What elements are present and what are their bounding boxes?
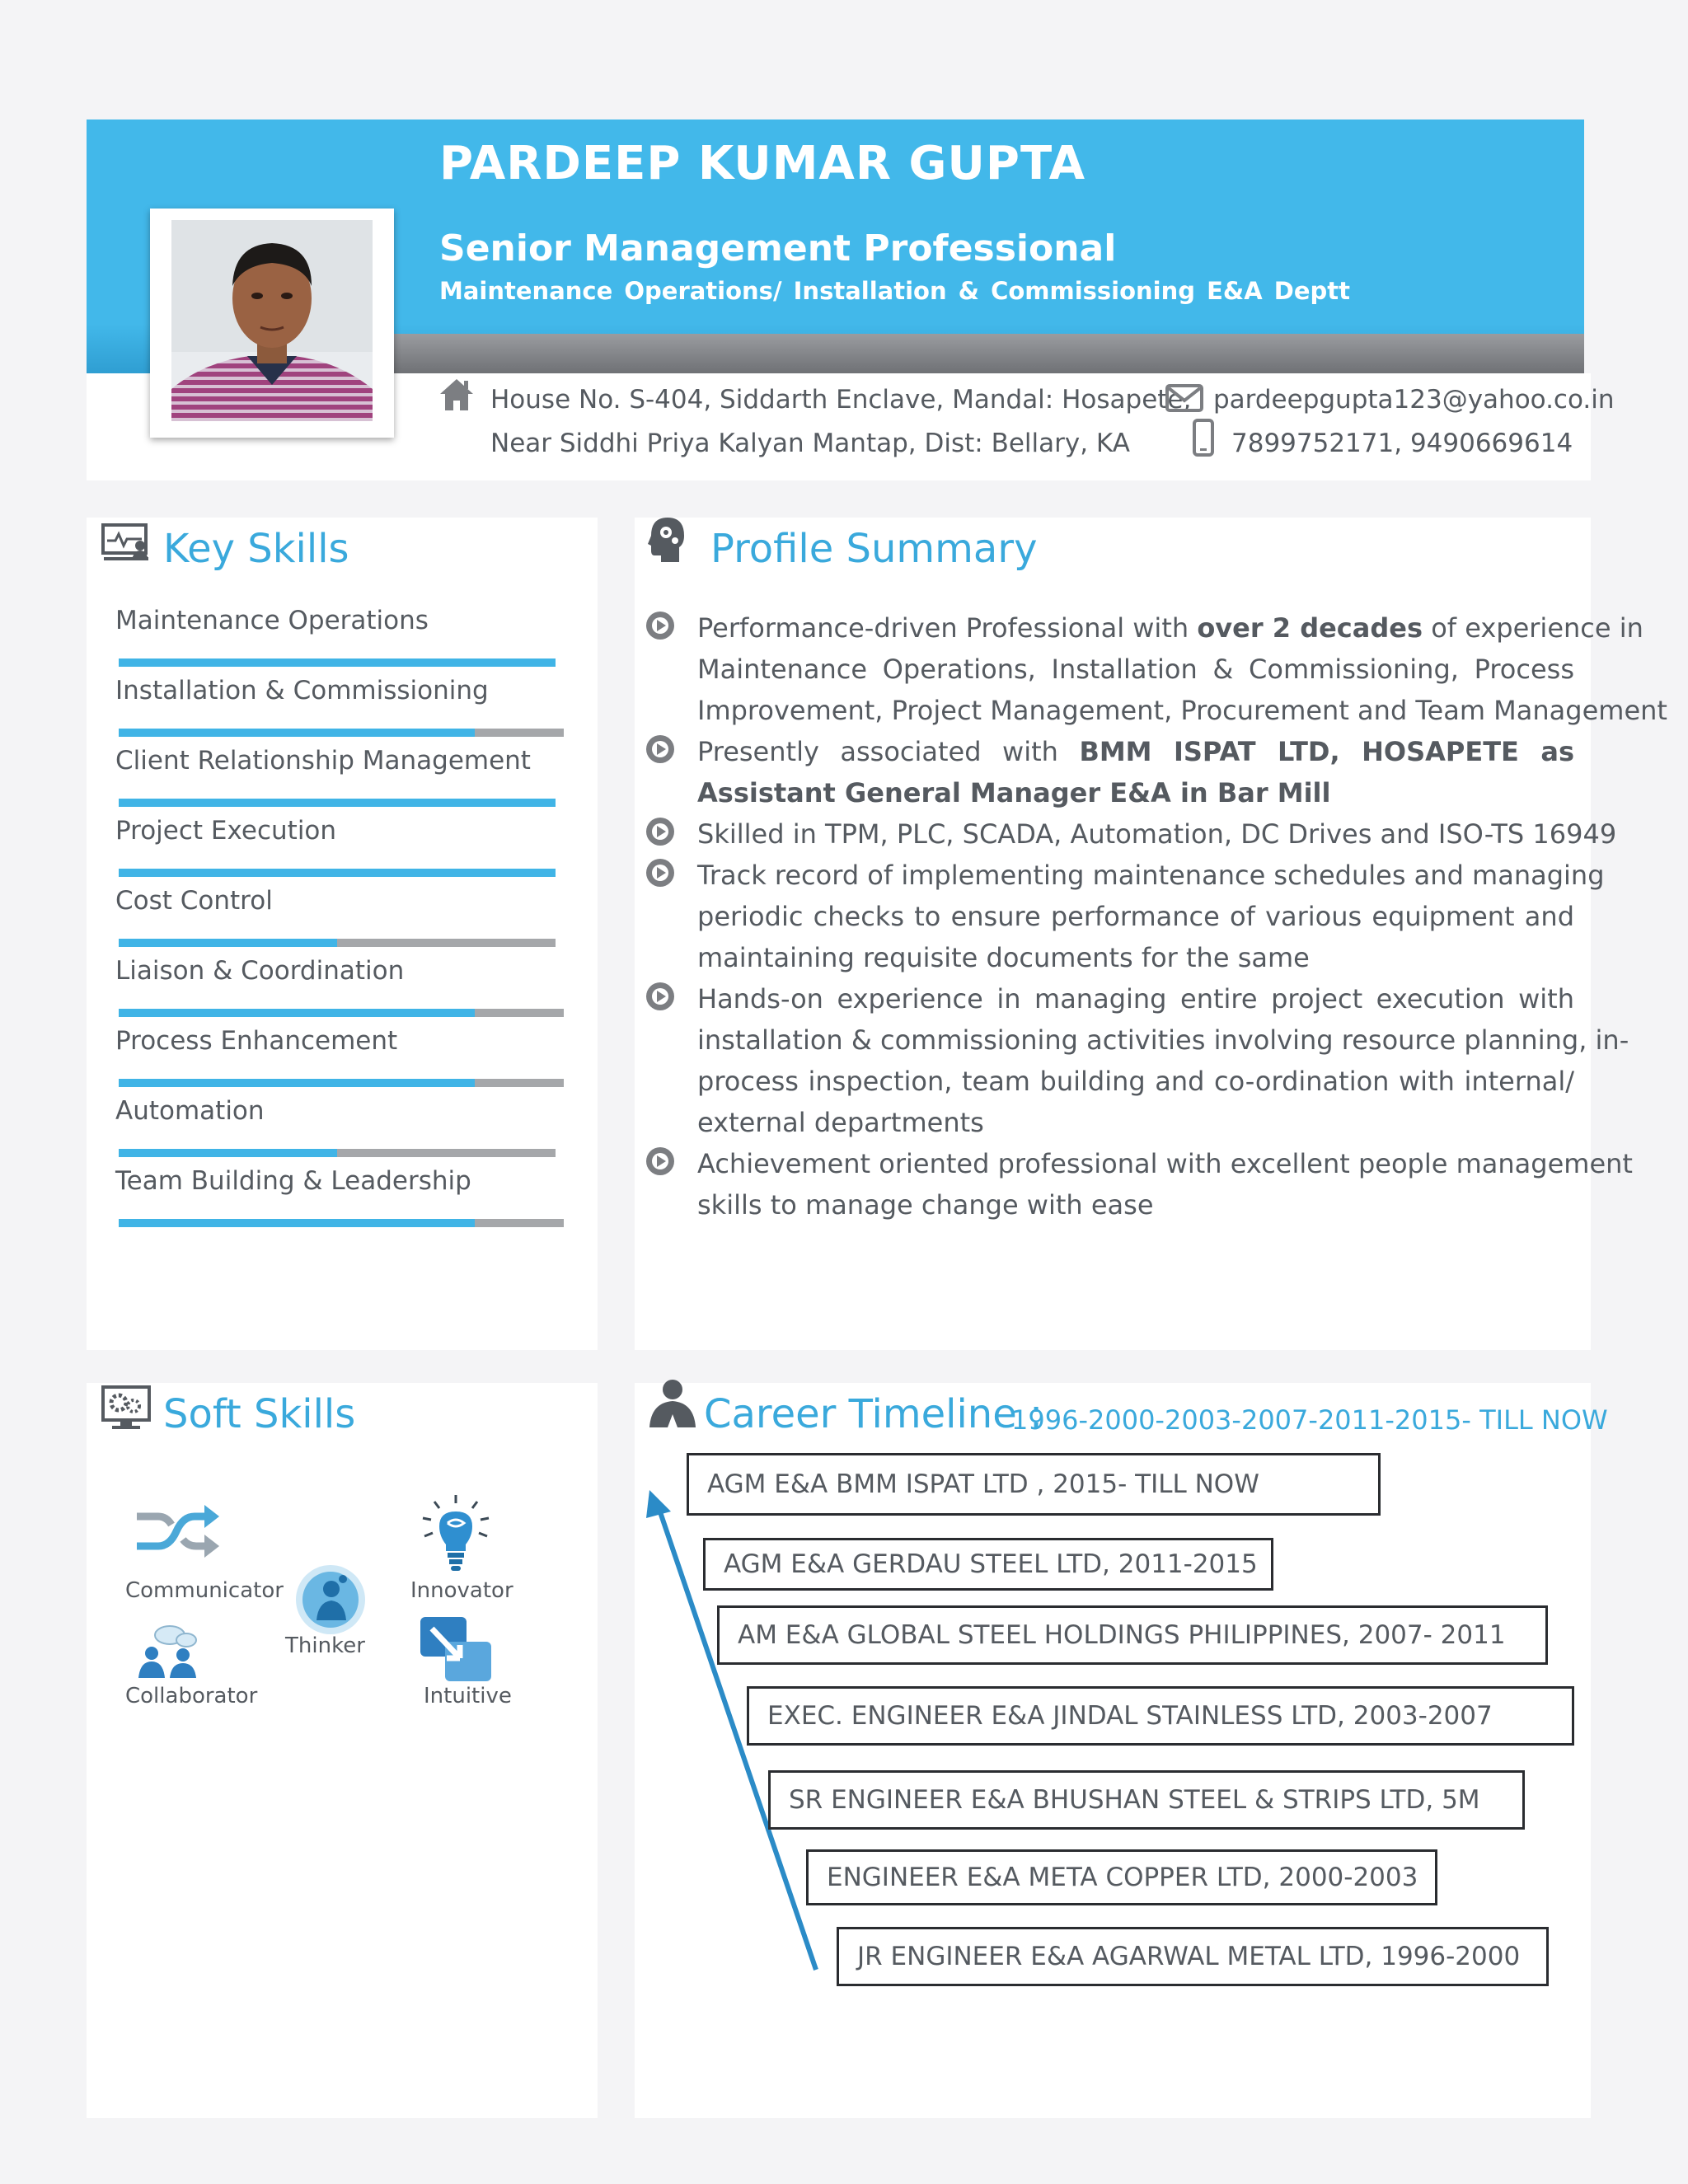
home-icon xyxy=(437,376,476,412)
candidate-title: Senior Management Professional xyxy=(439,227,1117,269)
key-skill-label: Client Relationship Management xyxy=(115,746,531,776)
collaborator-icon xyxy=(132,1624,208,1678)
key-skill-bar xyxy=(119,799,556,807)
monitor-user-icon xyxy=(101,523,152,562)
career-role-box: ENGINEER E&A META COPPER LTD, 2000-2003 xyxy=(806,1849,1437,1905)
header-grey-bar xyxy=(394,334,1584,373)
profile-summary-title: Profile Summary xyxy=(710,526,1038,572)
summary-text: process inspection, team building and co-ordination with internal/ xyxy=(697,1066,1574,1097)
key-skill-label: Liaison & Coordination xyxy=(115,956,405,986)
summary-text: Hands-on experience in managing entire project execution with xyxy=(697,983,1574,1015)
bullet-icon xyxy=(646,818,674,846)
profile-photo xyxy=(150,209,394,438)
summary-text: skills to manage change with ease xyxy=(697,1189,1154,1221)
summary-text: external departments xyxy=(697,1107,984,1138)
key-skill-bar-fill xyxy=(119,799,556,807)
key-skill-label: Maintenance Operations xyxy=(115,606,429,635)
summary-text: Performance-driven Professional with over 2 decades of experience in xyxy=(697,612,1643,644)
key-skill-label: Project Execution xyxy=(115,816,337,846)
summary-text: Track record of implementing maintenance schedules and managing xyxy=(697,860,1605,891)
career-role-box: AGM E&A GERDAU STEEL LTD, 2011-2015 xyxy=(703,1538,1273,1591)
key-skill-bar-fill xyxy=(119,1149,337,1157)
bullet-icon xyxy=(646,982,674,1010)
key-skill-bar-fill xyxy=(119,939,337,947)
key-skill-label: Team Building & Leadership xyxy=(115,1166,471,1196)
head-gears-icon xyxy=(648,516,687,564)
career-role-box: AM E&A GLOBAL STEEL HOLDINGS PHILIPPINES, 2007- 2011 xyxy=(717,1605,1548,1665)
key-skill-label: Process Enhancement xyxy=(115,1026,398,1056)
career-timeline-years: 1996-2000-2003-2007-2011-2015- TILL NOW xyxy=(1011,1404,1608,1436)
summary-text: periodic checks to ensure performance of various equipment and xyxy=(697,901,1574,932)
phone-icon xyxy=(1192,419,1215,457)
phone-number: 7899752171, 9490669614 xyxy=(1231,429,1573,458)
lightbulb-icon xyxy=(416,1493,495,1576)
key-skill-bar xyxy=(119,729,564,737)
candidate-subtitle: Maintenance Operations/ Installation & Commissioning E&A Deptt xyxy=(439,277,1350,305)
email-link[interactable]: pardeepgupta123@yahoo.co.in xyxy=(1213,385,1615,415)
key-skill-bar-fill xyxy=(119,1009,475,1017)
address-line-1: House No. S-404, Siddarth Enclave, Mandal: Hosapete, xyxy=(490,385,1192,415)
soft-skill-label: Communicator xyxy=(125,1578,284,1603)
key-skill-bar xyxy=(119,939,556,947)
summary-text: installation & commissioning activities involving resource planning, in- xyxy=(697,1024,1629,1056)
career-title: Career Timeline : xyxy=(704,1391,1043,1437)
key-skill-label: Installation & Commissioning xyxy=(115,676,489,705)
soft-skills-title: Soft Skills xyxy=(163,1391,356,1437)
key-skill-bar xyxy=(119,1079,564,1087)
soft-skill-label: Intuitive xyxy=(424,1684,512,1708)
candidate-name: PARDEEP KUMAR GUPTA xyxy=(439,137,1086,190)
career-role-box: AGM E&A BMM ISPAT LTD , 2015- TILL NOW xyxy=(687,1453,1381,1516)
key-skill-bar-fill xyxy=(119,658,556,667)
summary-text: Maintenance Operations, Installation & Commissioning, Process xyxy=(697,654,1574,685)
key-skill-bar xyxy=(119,1149,556,1157)
soft-skill-label: Collaborator xyxy=(125,1684,258,1708)
summary-text: Achievement oriented professional with excellent people management xyxy=(697,1148,1633,1179)
thinker-icon xyxy=(293,1563,368,1637)
intuitive-arrows-icon xyxy=(417,1614,495,1685)
email-icon xyxy=(1165,384,1203,412)
soft-skill-label: Innovator xyxy=(410,1578,513,1603)
key-skill-label: Cost Control xyxy=(115,886,273,916)
key-skill-bar-fill xyxy=(119,1219,475,1227)
address-line-2: Near Siddhi Priya Kalyan Mantap, Dist: Bellary, KA xyxy=(490,429,1130,458)
key-skill-bar xyxy=(119,1009,564,1017)
career-role-box: EXEC. ENGINEER E&A JINDAL STAINLESS LTD, 2003-2007 xyxy=(747,1686,1574,1746)
summary-text: Assistant General Manager E&A in Bar Mill xyxy=(697,777,1331,808)
shuffle-arrows-icon xyxy=(134,1502,223,1563)
key-skill-label: Automation xyxy=(115,1096,265,1126)
key-skill-bar-fill xyxy=(119,869,556,877)
key-skill-bar xyxy=(119,1219,564,1227)
key-skill-bar-fill xyxy=(119,729,475,737)
bullet-icon xyxy=(646,735,674,763)
bullet-icon xyxy=(646,859,674,887)
bullet-icon xyxy=(646,612,674,640)
soft-skills-panel xyxy=(87,1383,598,2118)
key-skill-bar xyxy=(119,869,556,877)
bullet-icon xyxy=(646,1147,674,1175)
key-skills-title: Key Skills xyxy=(163,526,349,572)
career-role-box: SR ENGINEER E&A BHUSHAN STEEL & STRIPS LTD, 5M xyxy=(768,1770,1525,1830)
key-skill-bar-fill xyxy=(119,1079,475,1087)
person-photo-icon xyxy=(171,220,373,421)
person-icon xyxy=(648,1378,697,1429)
soft-skill-label: Thinker xyxy=(285,1633,365,1658)
monitor-gears-icon xyxy=(101,1385,152,1431)
summary-text: Presently associated with BMM ISPAT LTD, HOSAPETE as xyxy=(697,736,1575,767)
summary-text: maintaining requisite documents for the same xyxy=(697,942,1310,973)
summary-text: Skilled in TPM, PLC, SCADA, Automation, DC Drives and ISO-TS 16949 xyxy=(697,818,1617,850)
career-role-box: JR ENGINEER E&A AGARWAL METAL LTD, 1996-2000 xyxy=(837,1927,1549,1986)
key-skill-bar xyxy=(119,658,556,667)
summary-text: Improvement, Project Management, Procurement and Team Management xyxy=(697,695,1667,726)
